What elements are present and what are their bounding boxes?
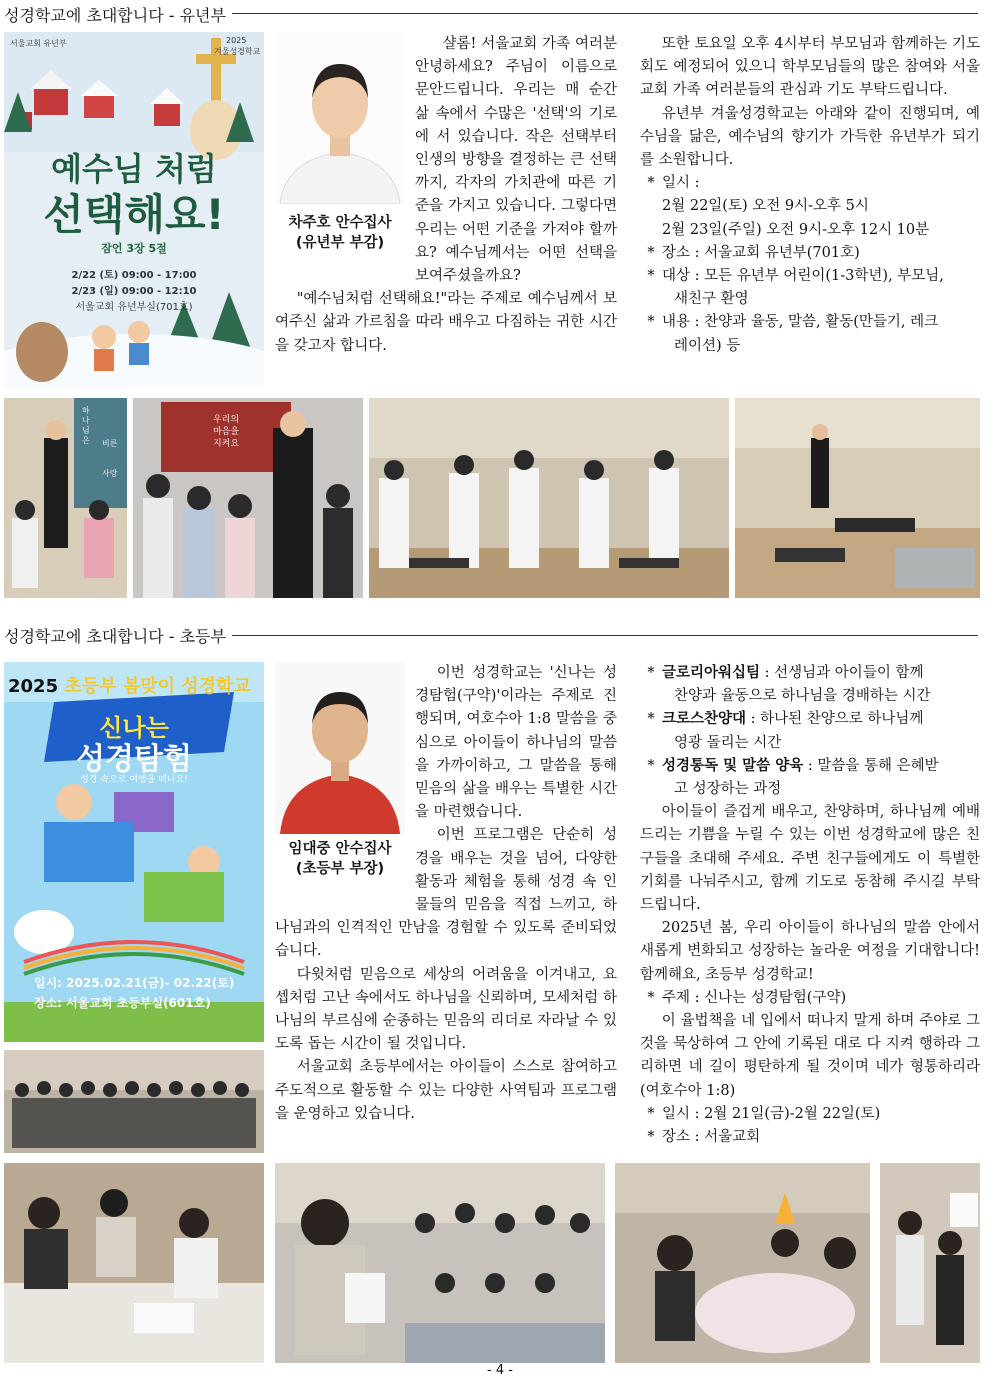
elem-photo-1 (4, 1163, 264, 1363)
kinder-poster (4, 32, 264, 388)
elem-right-column (640, 662, 980, 1149)
elem-poster-headline1: 신나는 (99, 714, 169, 742)
photo-screen-line2: 마음을 (212, 427, 240, 437)
float-spacer (275, 33, 415, 287)
elem-poster (4, 662, 264, 1042)
elem-date-item: * 일시 : 2월 21일(금)-2월 22일(토) (647, 1105, 881, 1122)
photo-sign-1: 하나님은 (82, 406, 90, 445)
photo-screen-line1: 우리의 (212, 415, 240, 425)
kinder-photo-4 (735, 398, 980, 598)
kinder-prayer-paragraph: 또한 토요일 오후 4시부터 부모님과 함께하는 기도회도 예정되어 있으니 학부모님들의 많은 참여와 서울교회 가족 여러분들의 관심과 기도 부탁드립니다. (640, 36, 980, 99)
kinder-date-line1: 2월 22일(토) 오전 9시-오후 5시 (662, 198, 869, 215)
poster-place: 서울교회 유년부실(701호) (75, 302, 193, 313)
portrait-name-kinder: 차주호 안수집사 (288, 215, 392, 231)
team-desc-3b: 고 성장하는 과정 (674, 781, 782, 798)
poster-headline2: 선택해요! (43, 190, 225, 239)
elem-poster-date: 일시: 2025.02.21(금)- 02.22(토) (34, 976, 235, 990)
poster-year: 2025 (226, 36, 247, 45)
poster-church: 서울교회 유년부 (10, 39, 67, 48)
poster-date2: 2/23 (일) 09:00 - 12:10 (71, 286, 197, 297)
elem-poster-subtitle: 성경 속으로 여행을 떠나요! (80, 775, 188, 785)
float-spacer-elem (275, 662, 415, 916)
kinder-target-item: * 대상 : 모든 유년부 어린이(1-3학년), 부모님, (647, 268, 944, 285)
kinder-intro-paragraph: 샬롬! 서울교회 가족 여러분 안녕하세요? 주님이 이름으로 문안드립니다. 우리는 매 순간 삶 속에서 수많은 '선택'의 기로에 서 있습니다. 작은 선택부터 인생의 방향을 결정하는 큰 선택까지, 각자의 가치관에 따른 기준을 가지고 있습니다. 그렇다면 우리는 어떤 기준을 가져야 할까요? 예수님께서는 어떤 선택을 보여주셨을까요? (415, 36, 617, 285)
elem-group-photo (4, 1050, 264, 1153)
poster-date1: 2/22 (토) 09:00 - 17:00 (71, 270, 197, 281)
team-name-1: 글로리아워십팀 (662, 665, 761, 681)
poster-headline1: 예수님 처럼 (51, 150, 217, 188)
elem-para-2: 이번 프로그램은 단순히 성경을 배우는 것을 넘어, 다양한 활동과 체험을 통해 성경 속 인물들의 믿음을 직접 느끼고, 하나님과의 인격적인 만남을 경험할 수 있도록 준비되었습니다. (275, 827, 617, 960)
section-title-kinder: 성경학교에 초대합니다 - 유년부 (4, 3, 232, 26)
elem-poster-place: 장소: 서울교회 초등부실(601호) (34, 996, 211, 1010)
poster-top-dept: 초등부 (64, 676, 117, 697)
kinder-date-line2: 2월 23일(주일) 오전 9시-오후 12시 10분 (662, 221, 930, 238)
elem-para-3: 다윗처럼 믿음으로 세상의 어려움을 이겨내고, 요셉처럼 고난 속에서도 하나님을 신뢰하며, 모세처럼 하나님의 부르심에 순종하는 믿음의 리더로 자라날 수 있도록 돕는 시간이 될 것입니다. (275, 966, 617, 1053)
elem-theme-item: * 주제 : 신나는 성경탐험(구약) (647, 989, 847, 1006)
elem-photo-3 (615, 1163, 870, 1363)
elem-para-4: 서울교회 초등부에서는 아이들이 스스로 참여하고 주도적으로 활동할 수 있는 다양한 사역팀과 프로그램을 운영하고 있습니다. (275, 1059, 617, 1122)
kinder-photo-2 (133, 398, 363, 598)
elem-para-6: 2025년 봄, 우리 아이들이 하나님의 말씀 안에서 새롭게 변화되고 성장하는 놀라운 여정을 기대합니다! 함께해요, 초등부 성경학교! (640, 920, 980, 983)
kinder-theme-paragraph: "예수님처럼 선택해요!"라는 주제로 예수님께서 보여주신 삶과 가르침을 따라 배우고 다짐하는 귀한 시간을 갖고자 합니다. (275, 291, 617, 354)
poster-top-name: 봄맞이 성경학교 (122, 676, 251, 697)
kinder-content-line2: 레이션) 등 (674, 337, 741, 354)
team-desc-3: : 말씀을 통해 은혜받 (803, 757, 939, 774)
kinder-photo-3 (369, 398, 729, 598)
team-item-2: * 크로스찬양대 : 하나된 찬양으로 하나님께 (647, 711, 924, 728)
elem-middle-column (275, 662, 617, 1126)
portrait-role-kinder: (유년부 부감) (295, 235, 385, 251)
team-desc-2b: 영광 돌리는 시간 (674, 734, 782, 751)
elem-para-5: 아이들이 즐겁게 배우고, 찬양하며, 하나님께 예배드리는 기쁨을 누릴 수 있는 이번 성경학교에 많은 친구들을 초대해 주세요. 주변 친구들에게도 이 특별한 기회를 나눠주시고, 함께 기도로 동참해 주시길 부탁드립니다. (640, 804, 980, 914)
portrait-role-elem: (초등부 부장) (295, 861, 385, 877)
team-item-1: * 글로리아워십팀 : 선생님과 아이들이 함께 (647, 665, 924, 681)
team-desc-1: : 선생님과 아이들이 함께 (760, 665, 924, 681)
elem-place-item: * 장소 : 서울교회 (647, 1129, 761, 1146)
kinder-schedule-paragraph: 유년부 겨울성경학교는 아래와 같이 진행되며, 예수님을 닮은, 예수님의 향기가 가득한 유년부가 되기를 소원합니다. (640, 105, 980, 169)
team-desc-2: : 하나된 찬양으로 하나님께 (746, 711, 924, 728)
elem-photo-4 (880, 1163, 980, 1363)
section-title-elem: 성경학교에 초대합니다 - 초등부 (4, 624, 232, 647)
team-name-3: 성경통독 및 말씀 양육 (662, 757, 804, 774)
kinder-place-item: * 장소 : 서울교회 유년부(701호) (647, 244, 860, 261)
poster-verse: 잠언 3장 5절 (101, 242, 167, 255)
portrait-name-elem: 임대중 안수집사 (288, 841, 392, 857)
kinder-right-column (640, 33, 980, 358)
kinder-content-item: * 내용 : 찬양과 율동, 말씀, 활동(만들기, 레크 (647, 314, 939, 331)
elem-poster-headline2: 성경탐험 (76, 742, 192, 777)
photo-screen-line3: 지켜요 (212, 439, 240, 449)
elem-poster-top (8, 672, 251, 698)
team-name-2: 크로스찬양대 (662, 711, 747, 728)
kinder-target-line2: 새친구 환영 (674, 291, 749, 308)
elem-verse: 이 율법책을 네 입에서 떠나지 말게 하며 주야로 그것을 묵상하여 그 안에 기록된 대로 다 지켜 행하라 그리하면 네 길이 평탄하게 될 것이며 네가 형통하리라(여호수아 1:8) (640, 1013, 980, 1099)
elem-photo-2 (275, 1163, 605, 1363)
kinder-intro-text (275, 33, 617, 358)
team-desc-1b: 찬양과 율동으로 하나님을 경배하는 시간 (674, 688, 931, 705)
poster-series: 겨울성경학교 (214, 47, 261, 56)
page-number: - 4 - (487, 1363, 513, 1378)
poster-top-year: 2025 (8, 676, 59, 697)
elem-para-1: 이번 성경학교는 '신나는 성경탐험(구약)'이라는 주제로 진행되며, 여호수아 1:8 말씀을 중심으로 아이들이 하나님의 말씀을 가까이하고, 그 말씀을 통해 믿음의 삶을 배우는 특별한 시간을 마련했습니다. (415, 665, 617, 821)
team-item-3: * 성경통독 및 말씀 양육 : 말씀을 통해 은혜받 (647, 757, 939, 774)
photo-sign-3: 사랑 (102, 469, 118, 478)
kinder-date-item: * 일시 : (647, 175, 700, 192)
photo-sign-2: 비른 (102, 439, 118, 448)
kinder-photo-1 (4, 398, 127, 598)
